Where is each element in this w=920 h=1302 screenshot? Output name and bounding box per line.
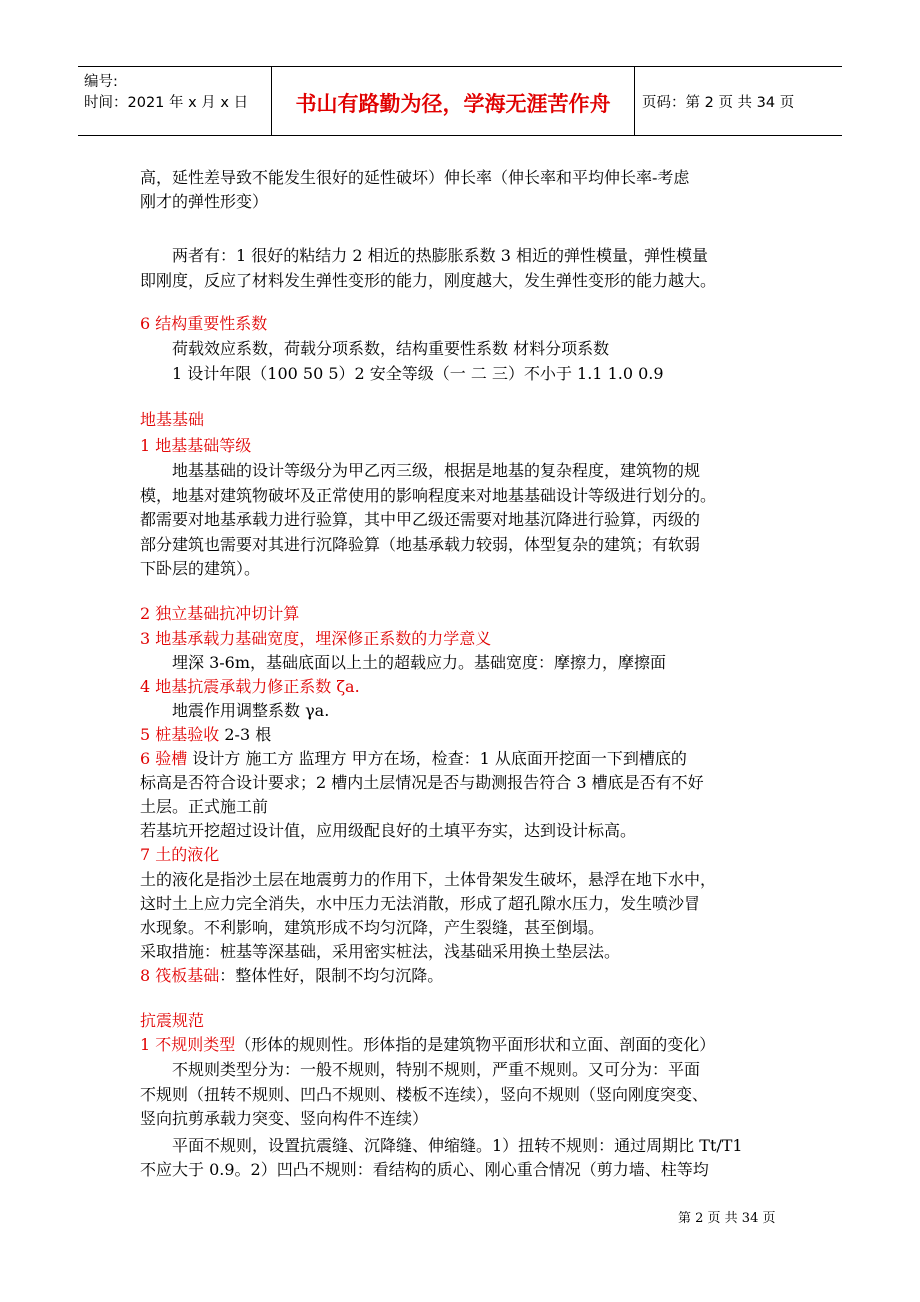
section-heading: 8 筏板基础 [140, 966, 220, 985]
line-text: 1 设计年限（100 50 5）2 安全等级（一 二 三）不小于 1.1 1.0 0.9 [172, 364, 664, 383]
text-line [140, 794, 268, 817]
line-text: 若基坑开挖超过设计值，应用级配良好的土填平夯实，达到设计标高。 [140, 821, 637, 840]
text-line [140, 1106, 428, 1129]
section-heading: 1 不规则类型 [140, 1035, 236, 1054]
doc-number-label: 编号: [84, 74, 118, 90]
text-line [140, 556, 260, 579]
line-text: 土的液化是指沙土层在地震剪力的作用下，土体骨架发生破坏，悬浮在地下水中， [140, 870, 717, 889]
text-line [140, 1082, 708, 1105]
text-line [140, 722, 271, 745]
text-line [140, 268, 716, 291]
header-motto-cell [271, 67, 635, 135]
line-text: 下卧层的建筑）。 [140, 559, 261, 578]
line-text: 采取措施：桩基等深基础，采用密实桩法，浅基础采用换土垫层法。 [140, 942, 621, 961]
line-text: 不规则类型分为：一般不规则，特别不规则，严重不规则。又可分为：平面 [172, 1060, 701, 1079]
line-text: 地震作用调整系数 γa. [172, 701, 330, 720]
header-meta-cell [78, 67, 271, 135]
line-text: 部分建筑也需要对其进行沉降验算（地基承载力较弱，体型复杂的建筑；有软弱 [140, 535, 701, 554]
header-page-label: 页码：第 2 页 共 34 页 [642, 95, 795, 111]
text-line [172, 458, 700, 481]
line-text: 不应大于 0.9。2）凹凸不规则：看结构的质心、刚心重合情况（剪力墙、柱等均 [140, 1160, 709, 1179]
text-line [140, 891, 700, 914]
text-line [172, 1133, 743, 1156]
page-footer: 第 2 页 共 34 页 [678, 1211, 776, 1226]
section-heading: 6 验槽 [140, 749, 188, 768]
line-text: 平面不规则，设置抗震缝、沉降缝、伸缩缝。1）扭转不规则：通过周期比 Tt/T1 [172, 1136, 743, 1155]
line-text: ：整体性好，限制不均匀沉降。 [219, 966, 444, 985]
text-line [172, 361, 664, 384]
text-line [140, 626, 491, 649]
text-line [172, 1057, 700, 1080]
text-line [140, 407, 204, 430]
text-line [140, 1032, 715, 1055]
section-heading: 4 地基抗震承载力修正系数 ζa. [140, 677, 360, 696]
text-line [140, 770, 704, 793]
text-line [172, 698, 329, 721]
line-text: 这时土上应力完全消失，水中压力无法消散，形成了超孔隙水压力，发生喷沙冒 [140, 894, 701, 913]
line-text: （形体的规则性。形体指的是建筑物平面形状和立面、剖面的变化） [235, 1035, 716, 1054]
text-line [140, 939, 620, 962]
text-line [140, 1008, 204, 1031]
text-line [172, 650, 666, 673]
text-line [140, 1157, 709, 1180]
text-line [140, 507, 700, 530]
line-text: 即刚度，反应了材料发生弹性变形的能力，刚度越大，发生弹性变形的能力越大。 [140, 271, 717, 290]
line-text: 模，地基对建筑物破坏及正常使用的影响程度来对地基基础设计等级进行划分的。 [140, 486, 717, 505]
text-line [140, 842, 219, 865]
text-line [140, 601, 299, 624]
header-page-cell [634, 67, 842, 135]
text-line [140, 818, 636, 841]
section-heading: 1 地基基础等级 [140, 436, 252, 455]
text-line [140, 915, 604, 938]
text-line [140, 483, 716, 506]
text-line [172, 243, 708, 266]
doc-time-label: 时间：2021 年 x 月 x 日 [84, 95, 249, 111]
line-text: 地基基础的设计等级分为甲乙丙三级，根据是地基的复杂程度，建筑物的规 [172, 461, 701, 480]
text-line [140, 867, 716, 890]
text-line [172, 336, 609, 359]
section-heading: 地基基础 [140, 410, 205, 429]
text-line [140, 165, 689, 188]
text-line [140, 433, 251, 456]
line-text: 高，延性差导致不能发生很好的延性破坏）伸长率（伸长率和平均伸长率-考虑 [140, 168, 690, 187]
section-heading: 5 桩基验收 [140, 725, 220, 744]
text-line [140, 746, 687, 769]
text-line [140, 674, 360, 697]
text-line [140, 189, 268, 212]
line-text: 刚才的弹性形变） [140, 192, 269, 211]
text-line [140, 311, 267, 334]
section-heading: 2 独立基础抗冲切计算 [140, 604, 300, 623]
line-text: 水现象。不利影响，建筑形成不均匀沉降，产生裂缝，甚至倒塌。 [140, 918, 605, 937]
line-text: 2-3 根 [219, 725, 272, 744]
line-text: 设计方 施工方 监理方 甲方在场，检查：1 从底面开挖面一下到槽底的 [187, 749, 687, 768]
section-heading: 3 地基承载力基础宽度，埋深修正系数的力学意义 [140, 629, 492, 648]
line-text: 埋深 3-6m，基础底面以上土的超载应力。基础宽度：摩擦力，摩擦面 [172, 653, 667, 672]
text-line [140, 963, 443, 986]
section-heading: 抗震规范 [140, 1011, 205, 1030]
page-header [78, 66, 842, 136]
line-text: 标高是否符合设计要求；2 槽内土层情况是否与勘测报告符合 3 槽底是否有不好 [140, 773, 704, 792]
line-text: 荷载效应系数，荷载分项系数，结构重要性系数 材料分项系数 [172, 339, 610, 358]
line-text: 土层。正式施工前 [140, 797, 269, 816]
line-text: 两者有：1 很好的粘结力 2 相近的热膨胀系数 3 相近的弹性模量，弹性模量 [172, 246, 708, 265]
header-motto: 书山有路勤为径，学海无涯苦作舟 [295, 91, 611, 116]
section-heading: 6 结构重要性系数 [140, 314, 268, 333]
line-text: 不规则（扭转不规则、凹凸不规则、楼板不连续），竖向不规则（竖向刚度突变、 [140, 1085, 709, 1104]
line-text: 都需要对地基承载力进行验算，其中甲乙级还需要对地基沉降进行验算，丙级的 [140, 510, 701, 529]
text-line [140, 532, 700, 555]
line-text: 竖向抗剪承载力突变、竖向构件不连续） [140, 1109, 429, 1128]
section-heading: 7 土的液化 [140, 845, 220, 864]
